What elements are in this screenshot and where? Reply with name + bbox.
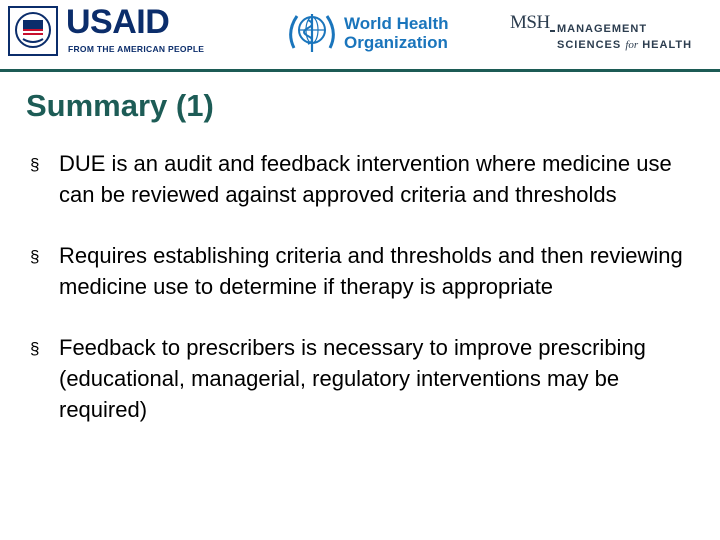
bullet-text: Requires establishing criteria and thresholds and then reviewing medicine use to determine if therapy is appropriate — [59, 243, 683, 299]
msh-divider — [550, 30, 555, 32]
who-line-1: World Health — [344, 14, 449, 33]
slide-title: Summary (1) — [26, 88, 214, 123]
msh-line-1: MANAGEMENT — [557, 23, 648, 35]
msh-line-2 — [557, 37, 692, 53]
bullet-marker-icon: § — [30, 247, 40, 266]
msh-logo — [510, 12, 710, 56]
msh-for: for — [625, 39, 639, 51]
who-emblem-icon — [286, 8, 338, 58]
bullet-item — [30, 332, 690, 425]
msh-sciences: SCIENCES — [557, 39, 622, 51]
header-rule — [0, 69, 720, 72]
usaid-seal-icon — [8, 6, 58, 56]
msh-mark: MSH — [510, 12, 550, 33]
usaid-wordmark: USAID — [66, 3, 170, 41]
who-wordmark — [344, 14, 449, 52]
bullet-item — [30, 240, 690, 302]
bullet-text: DUE is an audit and feedback intervention where medicine use can be reviewed against approved criteria and thresholds — [59, 151, 672, 207]
bullet-marker-icon: § — [30, 339, 40, 358]
msh-wordmark — [557, 21, 692, 53]
usaid-tagline: FROM THE AMERICAN PEOPLE — [68, 44, 205, 54]
msh-health: HEALTH — [642, 39, 693, 51]
logo-bar — [0, 0, 720, 64]
bullet-text: Feedback to prescribers is necessary to improve prescribing (educational, managerial, regulatory interventions may be required) — [59, 335, 646, 422]
bullet-list — [30, 148, 690, 455]
who-line-2: Organization — [344, 33, 448, 52]
usaid-logo — [8, 3, 205, 58]
who-logo — [286, 8, 456, 58]
bullet-item — [30, 148, 690, 210]
bullet-marker-icon: § — [30, 155, 40, 174]
